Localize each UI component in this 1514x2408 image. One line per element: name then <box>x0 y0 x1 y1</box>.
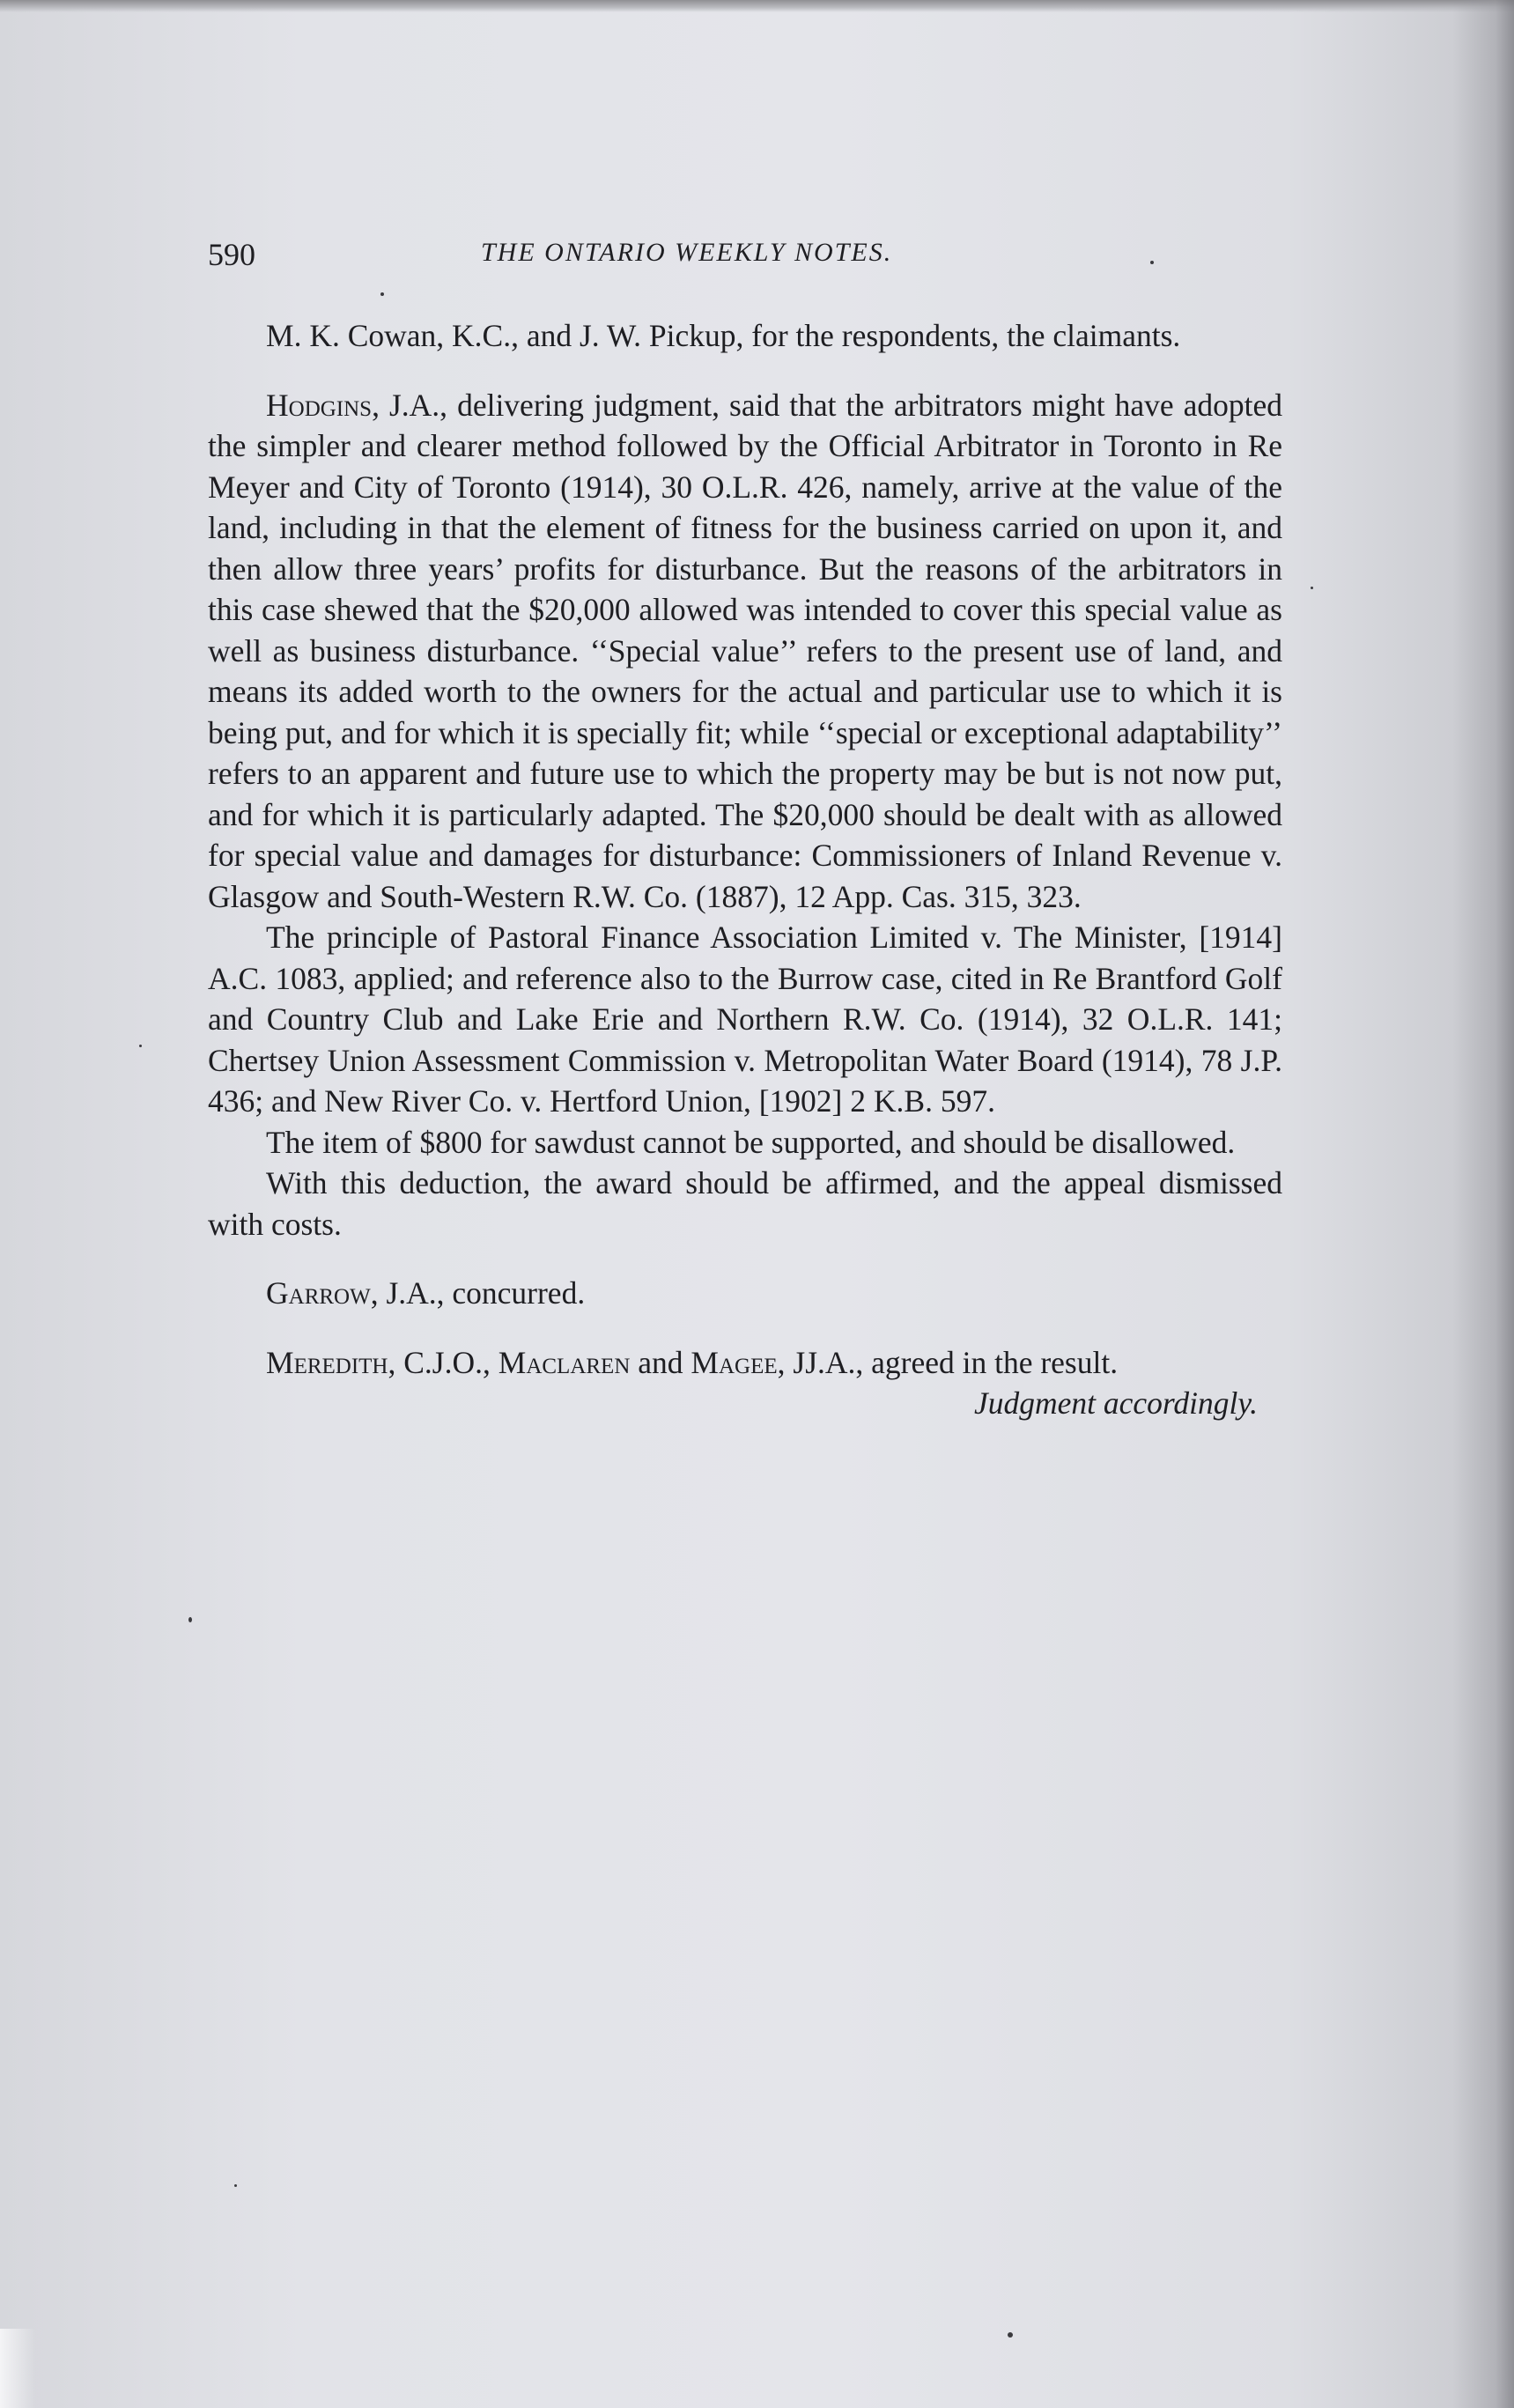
page-corner-highlight <box>0 2329 35 2408</box>
running-title: THE ONTARIO WEEKLY NOTES. <box>481 238 893 267</box>
print-speck <box>139 1045 142 1047</box>
concurrence-text: , J.A., concurred. <box>370 1275 586 1311</box>
agreement-separator: , C.J.O., <box>388 1344 499 1380</box>
concurrence-paragraph <box>208 1273 1282 1314</box>
counsel-paragraph: M. K. Cowan, K.C., and J. W. Pickup, for the respondents, the claimants. <box>266 318 1181 353</box>
judge-name: Maclaren <box>498 1344 631 1380</box>
print-speck <box>234 2184 237 2187</box>
deduction-paragraph: With this deduction, the award should be affirmed, and the appeal dismissed with costs. <box>208 1165 1282 1242</box>
agreement-paragraph <box>208 1342 1282 1384</box>
page-number: 590 <box>208 237 255 272</box>
closing-line: Judgment accordingly. <box>973 1385 1258 1421</box>
page-binding-shadow <box>1452 0 1514 2408</box>
judge-name: Garrow <box>266 1275 371 1311</box>
print-speck <box>1311 587 1313 589</box>
page-header <box>208 236 1282 280</box>
judge-name: Hodgins <box>266 387 373 423</box>
judgment-paragraph <box>208 385 1282 918</box>
print-speck <box>380 292 384 296</box>
judgment-text: , J.A., delivering judgment, said that the arbitrators might have adopted the simpler and clearer method followed by the Official Arbitrator in Toronto in Re Meyer and City of Toronto (1914), 30 O.L.R. 426, namely, arrive at the value of the land, including in that the element of fitness for the business carried on upon it, and then allow three years’ profits for disturbance. But the reasons of the arbitrators in this case shewed that the $20,000 allowed was intended to cover this special value as well as business disturbance. ‘‘Special value’’ refers to the present use of land, and means its added worth to the owners for the actual and particular use to which it is being put, and for which it is specially fit; while ‘‘special or exceptional adaptability’’ refers to an apparent and future use to which the property may be but is not now put, and for which it is particularly adapted. The $20,000 should be dealt with as allowed for special value and damages for disturbance: Commissioners of Inland Revenue v. Glasgow and South-Western R.W. Co. (1887), 12 App. Cas. 315, 323. <box>208 387 1282 914</box>
sawdust-paragraph: The item of $800 for sawdust cannot be supported, and should be disallowed. <box>266 1124 1236 1160</box>
print-speck <box>1008 2332 1013 2338</box>
judge-name: Magee <box>691 1344 778 1380</box>
body-text <box>208 315 1282 1424</box>
print-speck <box>1150 261 1154 264</box>
print-speck <box>188 1617 192 1622</box>
judge-name: Meredith <box>266 1344 388 1380</box>
agreement-text: , JJ.A., agreed in the result. <box>777 1344 1119 1380</box>
agreement-separator: and <box>630 1344 691 1380</box>
page-top-shadow <box>0 0 1514 12</box>
principle-paragraph: The principle of Pastoral Finance Association Limited v. The Minister, [1914] A.C. 1083, applied; and reference also to the Burrow case, cited in Re Brantford Golf and Country Club and Lake Erie and Northern R.W. Co. (1914), 32 O.L.R. 141; Chertsey Union Assessment Commission v. Metropolitan Water Board (1914), 78 J.P. 436; and New River Co. v. Hertford Union, [1902] 2 K.B. 597. <box>208 920 1282 1119</box>
